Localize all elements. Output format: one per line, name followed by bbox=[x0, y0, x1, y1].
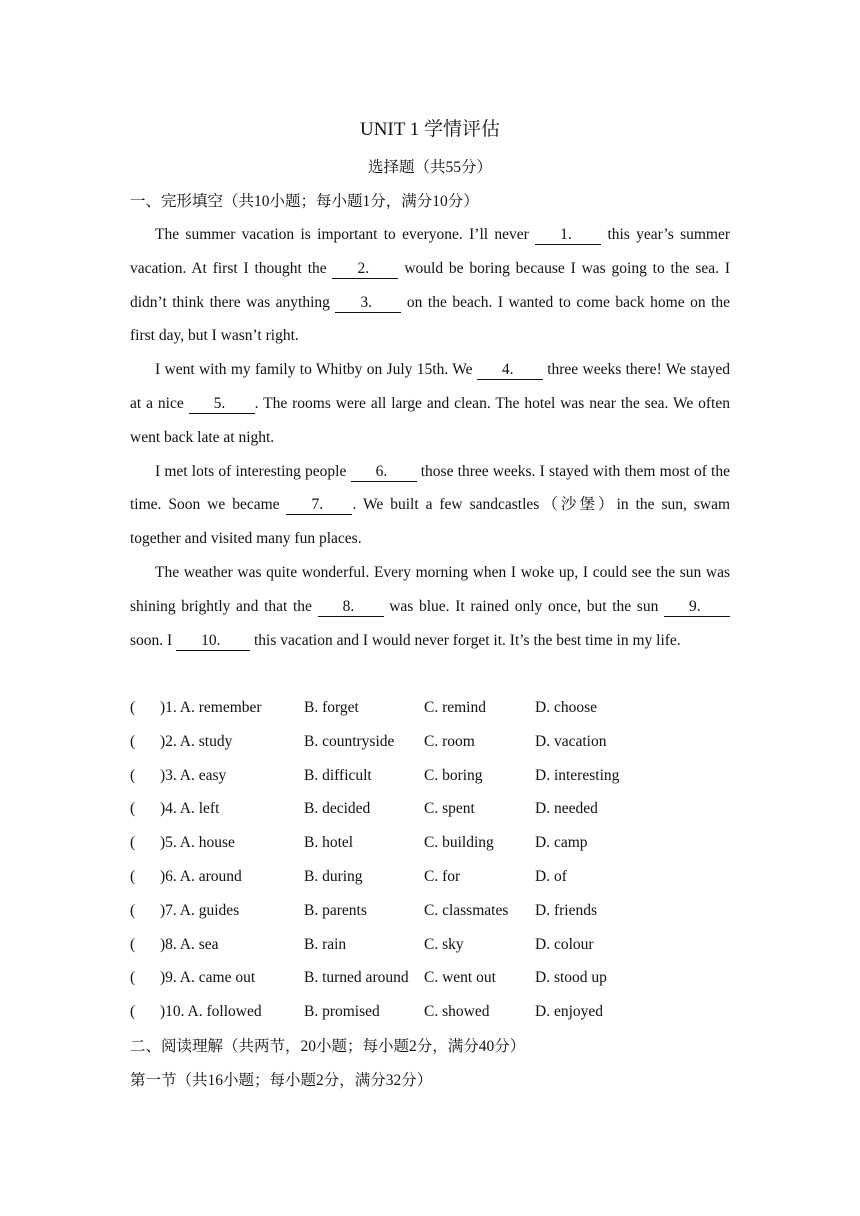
passage-text: this vacation and I would never forget it. It’s the best time in my life. bbox=[250, 631, 681, 649]
cloze-passage bbox=[130, 218, 730, 657]
passage-text: would be boring because I was going to the sea. I didn’t think there was anything bbox=[130, 259, 730, 311]
option-c[interactable]: C. room bbox=[424, 732, 475, 750]
option-a[interactable]: )1. A. remember bbox=[160, 699, 262, 716]
section2-part1-heading: 第一节（共16小题；每小题2分，满分32分） bbox=[130, 1072, 433, 1089]
option-c[interactable]: C. building bbox=[424, 834, 494, 852]
question-row-9 bbox=[130, 961, 730, 995]
option-d[interactable]: D. colour bbox=[535, 935, 594, 953]
answer-bracket[interactable]: ( bbox=[130, 766, 136, 784]
passage-text: was blue. It rained only once, but the sun bbox=[383, 597, 664, 615]
option-b[interactable]: B. during bbox=[304, 867, 363, 885]
option-a[interactable]: )3. A. easy bbox=[160, 766, 227, 784]
option-a[interactable]: )8. A. sea bbox=[160, 935, 219, 953]
cloze-blank-1[interactable]: 1. bbox=[535, 226, 601, 245]
passage-paragraph-4 bbox=[130, 556, 730, 657]
option-b[interactable]: B. decided bbox=[304, 800, 371, 818]
option-d[interactable]: D. camp bbox=[535, 834, 588, 852]
option-c[interactable]: C. showed bbox=[424, 1003, 490, 1021]
passage-text: those three weeks. I stayed with them most of the time. Soon we became bbox=[130, 462, 730, 514]
answer-bracket[interactable]: ( bbox=[130, 867, 136, 885]
section2-heading: 二、阅读理解（共两节，20小题；每小题2分，满分40分） bbox=[130, 1038, 526, 1055]
cloze-blank-2[interactable]: 2. bbox=[332, 260, 398, 279]
option-b[interactable]: B. difficult bbox=[304, 766, 372, 784]
question-row-4 bbox=[130, 792, 730, 826]
option-c[interactable]: C. remind bbox=[424, 699, 486, 716]
passage-paragraph-1 bbox=[130, 218, 730, 353]
option-d[interactable]: D. friends bbox=[535, 901, 597, 919]
question-row-5 bbox=[130, 826, 730, 860]
option-b[interactable]: B. hotel bbox=[304, 834, 354, 852]
cloze-blank-3[interactable]: 3. bbox=[335, 294, 401, 313]
passage-text: . We built a few sandcastles（沙堡）in the sun, swam together and visited many fun places. bbox=[130, 496, 731, 548]
passage-text: I met lots of interesting people bbox=[155, 462, 351, 480]
cloze-blank-6[interactable]: 6. bbox=[351, 463, 417, 482]
passage-paragraph-3 bbox=[130, 455, 730, 556]
option-b[interactable]: B. rain bbox=[304, 935, 347, 953]
passage-paragraph-2 bbox=[130, 353, 730, 454]
option-b[interactable]: B. countryside bbox=[304, 732, 395, 750]
cloze-blank-10[interactable]: 10. bbox=[176, 632, 250, 651]
option-c[interactable]: C. spent bbox=[424, 800, 475, 818]
answer-bracket[interactable]: ( bbox=[130, 834, 136, 852]
passage-text: The weather was quite wonderful. Every morning when I woke up, I could see the sun was shining brightly and that the bbox=[130, 563, 730, 615]
answer-bracket[interactable]: ( bbox=[130, 732, 136, 750]
question-row-7 bbox=[130, 894, 730, 928]
option-b[interactable]: B. turned around bbox=[304, 969, 409, 987]
option-b[interactable]: B. forget bbox=[304, 699, 359, 716]
passage-text: on the beach. I wanted to come back home on the first day, but I wasn’t right. bbox=[130, 293, 731, 345]
option-a[interactable]: )7. A. guides bbox=[160, 901, 240, 919]
passage-text: three weeks there! We stayed at a nice bbox=[130, 361, 730, 412]
answer-bracket[interactable]: ( bbox=[130, 800, 136, 818]
question-row-8 bbox=[130, 928, 730, 962]
option-a[interactable]: )2. A. study bbox=[160, 732, 233, 750]
cloze-blank-9[interactable]: 9. bbox=[664, 598, 730, 617]
answer-bracket[interactable]: ( bbox=[130, 969, 136, 987]
option-d[interactable]: D. stood up bbox=[535, 969, 607, 987]
option-a[interactable]: )5. A. house bbox=[160, 834, 235, 852]
answer-options bbox=[130, 691, 730, 1029]
page-subtitle: 选择题（共55分） bbox=[367, 159, 492, 176]
option-c[interactable]: C. went out bbox=[424, 969, 496, 987]
cloze-blank-4[interactable]: 4. bbox=[477, 361, 543, 380]
passage-text: soon. I bbox=[130, 631, 177, 649]
option-d[interactable]: D. enjoyed bbox=[535, 1003, 604, 1021]
question-row-1 bbox=[130, 691, 730, 725]
passage-text: . The rooms were all large and clean. The hotel was near the sea. We often went back late at night. bbox=[130, 394, 730, 446]
cloze-blank-7[interactable]: 7. bbox=[286, 496, 352, 515]
option-a[interactable]: )6. A. around bbox=[160, 867, 242, 885]
option-c[interactable]: C. classmates bbox=[424, 901, 509, 919]
question-row-3 bbox=[130, 759, 730, 793]
option-d[interactable]: D. interesting bbox=[535, 766, 620, 784]
question-row-10 bbox=[130, 995, 730, 1029]
answer-bracket[interactable]: ( bbox=[130, 1003, 136, 1021]
option-d[interactable]: D. vacation bbox=[535, 732, 607, 750]
section1-heading: 一、完形填空（共10小题；每小题1分，满分10分） bbox=[130, 193, 479, 210]
option-c[interactable]: C. boring bbox=[424, 766, 483, 784]
option-b[interactable]: B. promised bbox=[304, 1003, 380, 1021]
answer-bracket[interactable]: ( bbox=[130, 901, 136, 919]
cloze-blank-8[interactable]: 8. bbox=[318, 598, 384, 617]
passage-text: The summer vacation is important to everyone. I’ll never bbox=[155, 226, 536, 243]
option-c[interactable]: C. for bbox=[424, 867, 461, 885]
option-d[interactable]: D. choose bbox=[535, 699, 597, 716]
question-row-6 bbox=[130, 860, 730, 894]
cloze-blank-5[interactable]: 5. bbox=[189, 395, 255, 414]
option-d[interactable]: D. of bbox=[535, 867, 567, 885]
option-c[interactable]: C. sky bbox=[424, 935, 464, 953]
option-a[interactable]: )10. A. followed bbox=[160, 1003, 262, 1021]
answer-bracket[interactable]: ( bbox=[130, 699, 136, 716]
option-b[interactable]: B. parents bbox=[304, 901, 367, 919]
question-row-2 bbox=[130, 725, 730, 759]
passage-text: I went with my family to Whitby on July 15th. We bbox=[155, 361, 477, 379]
page-title: UNIT 1 学情评估 bbox=[359, 119, 501, 140]
passage-text: this year’s summer vacation. At first I thought the bbox=[130, 226, 731, 277]
option-a[interactable]: )9. A. came out bbox=[160, 969, 256, 987]
answer-bracket[interactable]: ( bbox=[130, 935, 136, 953]
option-a[interactable]: )4. A. left bbox=[160, 800, 220, 818]
option-d[interactable]: D. needed bbox=[535, 800, 598, 818]
